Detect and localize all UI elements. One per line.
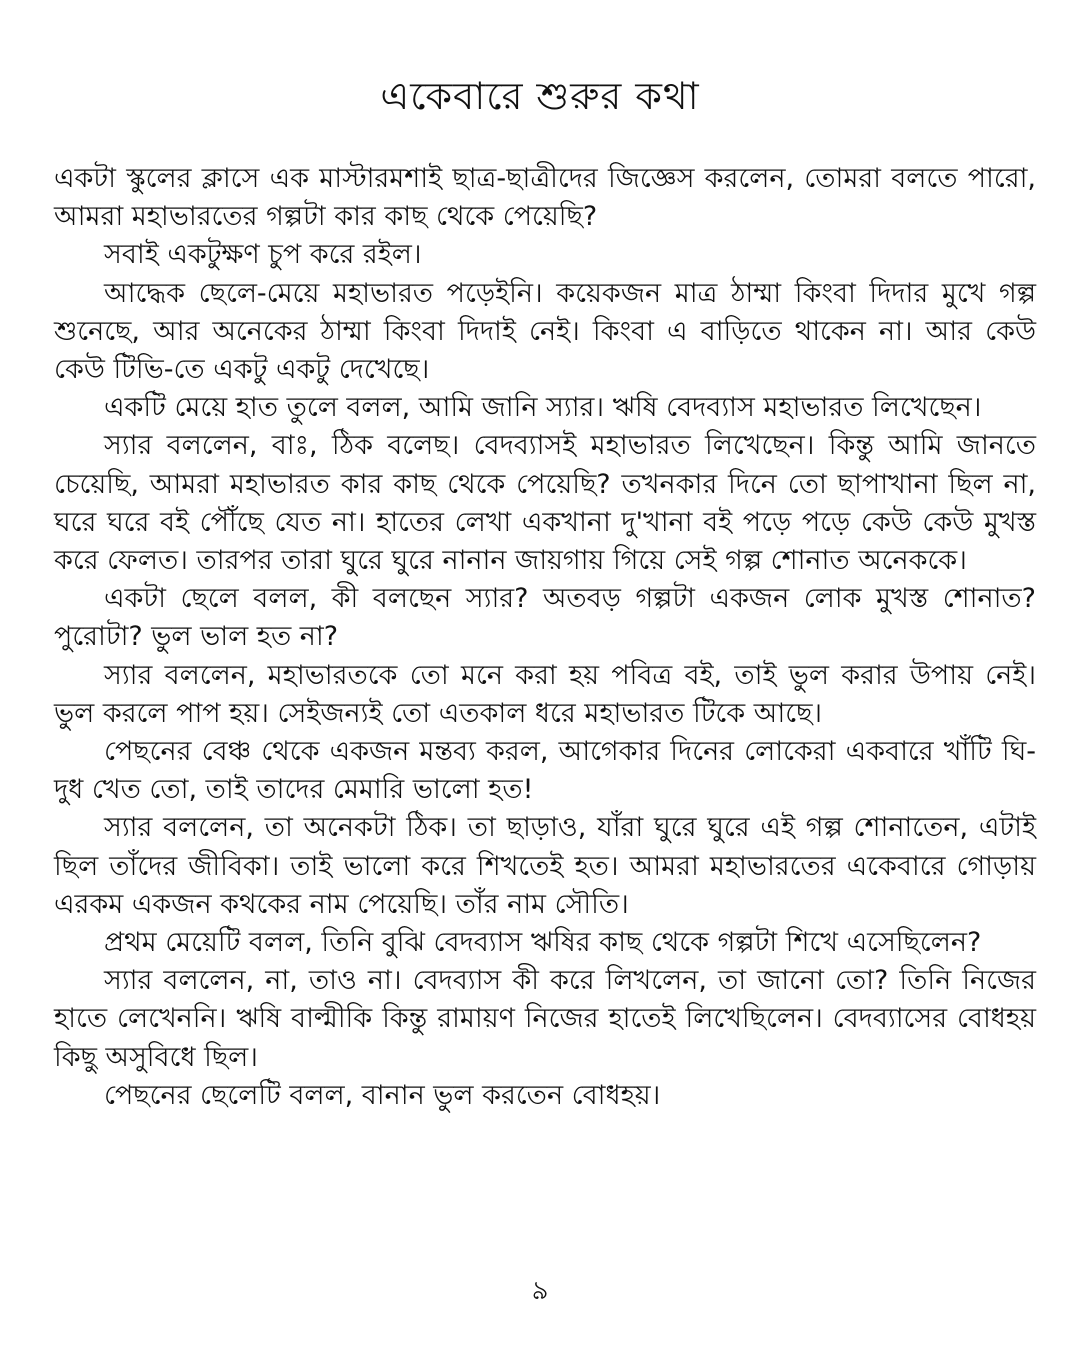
paragraph-3: আদ্ধেক ছেলে-মেয়ে মহাভারত পড়েইনি। কয়েকজন মাত্র ঠাম্মা কিংবা দিদার মুখে গল্প শুনেছে, আর অনেকের ঠাম্মা কিংবা দিদাই নেই। কিংবা এ বাড়িতে থাকেন না। আর কেউ কেউ টিভি-তে একটু একটু দেখেছে।	[54, 277, 1036, 386]
paragraph-8: পেছনের বেঞ্চ থেকে একজন মন্তব্য করল, আগেকার দিনের লোকেরা একবারে খাঁটি ঘি-দুধ খেত তো, তাই তাদের মেমারি ভালো হত!	[54, 736, 1036, 806]
paragraph-1: একটা স্কুলের ক্লাসে এক মাস্টারমশাই ছাত্র-ছাত্রীদের জিজ্ঞেস করলেন, তোমরা বলতে পারো, আমরা মহাভারতের গল্পটা কার কাছ থেকে পেয়েছি?	[54, 163, 1036, 233]
paragraph-6: একটা ছেলে বলল, কী বলছেন স্যার? অতবড় গল্পটা একজন লোক মুখস্ত শোনাত? পুরোটা? ভুল ভাল হত না?	[54, 583, 1036, 653]
paragraph-4: একটি মেয়ে হাত তুলে বলল, আমি জানি স্যার। ঋষি বেদব্যাস মহাভারত লিখেছেন।	[104, 392, 982, 424]
paragraph-10: প্রথম মেয়েটি বলল, তিনি বুঝি বেদব্যাস ঋষির কাছ থেকে গল্পটা শিখে এসেছিলেন?	[104, 927, 982, 959]
chapter-title: একেবারে শুরুর কথা	[380, 74, 700, 118]
paragraph-2: সবাই একটুক্ষণ চুপ করে রইল।	[104, 239, 422, 271]
paragraph-11: স্যার বললেন, না, তাও না। বেদব্যাস কী করে লিখলেন, তা জানো তো? তিনি নিজের হাতে লেখেননি। ঋষি বাল্মীকি কিন্তু রামায়ণ নিজের হাতেই লিখেছিলেন। বেদব্যাসের বোধহয় কিছু অসুবিধে ছিল।	[54, 965, 1036, 1073]
chapter-body	[54, 160, 1036, 1115]
page-number: ৯	[531, 1276, 549, 1306]
paragraph-9: স্যার বললেন, তা অনেকটা ঠিক। তা ছাড়াও, যাঁরা ঘুরে ঘুরে এই গল্প শোনাতেন, এটাই ছিল তাঁদের জীবিকা। তাই ভালো করে শিখতেই হত। আমরা মহাভারতের একেবারে গোড়ায় এরকম একজন কথকের নাম পেয়েছি। তাঁর নাম সৌতি।	[54, 812, 1036, 920]
paragraph-5: স্যার বললেন, বাঃ, ঠিক বলেছ। বেদব্যাসই মহাভারত লিখেছেন। কিন্তু আমি জানতে চেয়েছি, আমরা মহাভারত কার কাছ থেকে পেয়েছি? তখনকার দিনে তো ছাপাখানা ছিল না, ঘরে ঘরে বই পৌঁছে যেত না। হাতের লেখা একখানা দু'খানা বই পড়ে পড়ে কেউ কেউ মুখস্ত করে ফেলত। তারপর তারা ঘুরে ঘুরে নানান জায়গায় গিয়ে সেই গল্প শোনাত অনেককে।	[54, 430, 1036, 577]
paragraph-12: পেছনের ছেলেটি বলল, বানান ভুল করতেন বোধহয়।	[104, 1079, 661, 1111]
paragraph-7: স্যার বললেন, মহাভারতকে তো মনে করা হয় পবিত্র বই, তাই ভুল করার উপায় নেই। ভুল করলে পাপ হয়। সেইজন্যই তো এতকাল ধরে মহাভারত টিকে আছে।	[54, 659, 1036, 729]
